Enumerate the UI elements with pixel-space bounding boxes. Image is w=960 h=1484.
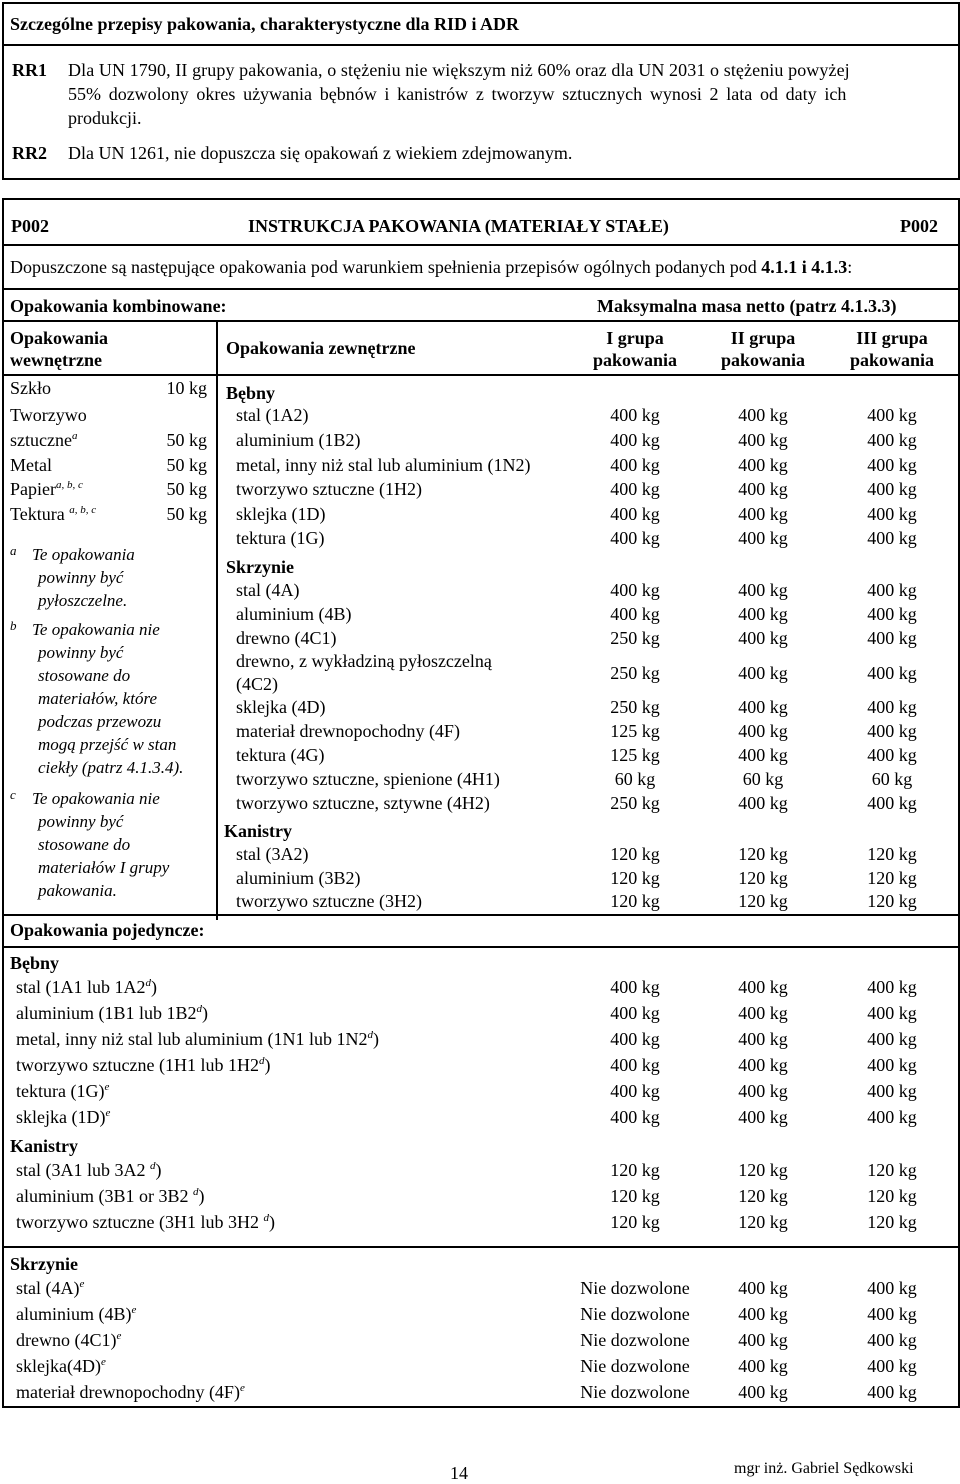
single-item (16, 1356, 106, 1377)
mass-g2: 400 kg (738, 479, 788, 499)
mass-g2: 400 kg (738, 1278, 788, 1298)
divider (2, 244, 958, 246)
mass-g1: 400 kg (610, 528, 660, 548)
mass-g3: 400 kg (867, 580, 917, 600)
divider (2, 914, 958, 916)
rr1-line: Dla UN 1790, II grupy pakowania, o stężeniu nie większym niż 60% oraz dla UN 2031 o stężeniu powyżej (68, 60, 850, 80)
single-item (16, 1003, 208, 1024)
mass-g2: 400 kg (738, 455, 788, 475)
mass-g2: 400 kg (738, 1107, 788, 1127)
footnote-mark: c (10, 787, 16, 802)
single-group-head: Kanistry (10, 1136, 79, 1156)
single-item (16, 1160, 162, 1181)
mass-g2: 400 kg (738, 580, 788, 600)
single-item (16, 1029, 379, 1050)
page-number: 14 (450, 1463, 468, 1483)
mass-g3: 400 kg (867, 455, 917, 475)
mass-g3: 400 kg (867, 1382, 917, 1402)
mass-g1: Nie dozwolone (580, 1356, 690, 1376)
footnote-line: mogą przejść w stan (38, 735, 177, 754)
mass-g1: 250 kg (610, 793, 660, 813)
mass-g1: 120 kg (610, 891, 660, 911)
inner-item-name: Tektura (10, 504, 70, 524)
author: mgr inż. Gabriel Sędkowski (734, 1460, 914, 1477)
outer-item-name: metal, inny niż stal lub aluminium (1N2) (236, 455, 531, 475)
mass-g3: 400 kg (867, 1081, 917, 1101)
mass-g1: 400 kg (610, 405, 660, 425)
single-item (16, 1382, 245, 1403)
p002-code-left: P002 (11, 216, 49, 236)
mass-g3: 120 kg (867, 844, 917, 864)
footnote-line: materiałów, które (38, 689, 157, 708)
footnote-line: pakowania. (38, 881, 117, 900)
inner-item (10, 378, 51, 399)
p002-title: INSTRUKCJA PAKOWANIA (MATERIAŁY STAŁE) (248, 216, 669, 236)
inner-item-mass: 50 kg (166, 430, 207, 450)
col-g1-header (575, 327, 695, 371)
intro-text (10, 257, 852, 278)
mass-g3: 120 kg (867, 891, 917, 911)
col-g2-header-line: pakowania (720, 350, 806, 370)
mass-g3: 120 kg (867, 1160, 917, 1180)
mass-g2: 120 kg (738, 1186, 788, 1206)
footnote-line: stosowane do (38, 835, 131, 854)
inner-item (10, 405, 87, 426)
mass-g1: 120 kg (610, 844, 660, 864)
mass-g2: 400 kg (738, 1081, 788, 1101)
mass-g1: 250 kg (610, 663, 660, 683)
footnote-ref: e (131, 1304, 137, 1316)
mass-g1: 120 kg (610, 1186, 660, 1206)
col-g3-header-line: pakowania (849, 350, 935, 370)
single-item-name: stal (4A) (16, 1278, 80, 1298)
mass-g1: 400 kg (610, 479, 660, 499)
footnote-line: powinny być (38, 568, 124, 587)
mass-g3: 400 kg (867, 405, 917, 425)
col-g3-header (832, 327, 952, 371)
mass-g3: 400 kg (867, 479, 917, 499)
intro-ref: 4.1.1 i 4.1.3 (761, 257, 848, 277)
mass-g1: 400 kg (610, 1055, 660, 1075)
mass-g2: 120 kg (738, 891, 788, 911)
divider (2, 44, 958, 46)
single-item-name: sklejka (1D) (16, 1107, 106, 1127)
footnote-ref: e (104, 1081, 110, 1093)
footnote-mark: a (10, 543, 17, 558)
outer-item-name: tworzywo sztuczne (1H2) (236, 479, 422, 499)
mass-g1: 125 kg (610, 745, 660, 765)
footnote-line: materiałów I grupy (38, 858, 170, 877)
mass-g1: 120 kg (610, 868, 660, 888)
mass-g2: 400 kg (738, 430, 788, 450)
single-item (16, 1330, 121, 1351)
single-item (16, 977, 157, 998)
mass-g2: 400 kg (738, 528, 788, 548)
mass-g2: 400 kg (738, 745, 788, 765)
mass-g2: 400 kg (738, 504, 788, 524)
footnote-ref: e (239, 1382, 245, 1394)
single-item-name: materiał drewnopochodny (4F) (16, 1382, 240, 1402)
mass-g1: 400 kg (610, 977, 660, 997)
single-item-tail: ) (155, 1160, 162, 1180)
mass-g1: 400 kg (610, 504, 660, 524)
outer-group-head: Bębny (226, 383, 276, 403)
footnote-ref: a (71, 430, 78, 442)
mass-g3: 120 kg (867, 868, 917, 888)
mass-g1: 60 kg (614, 769, 656, 789)
outer-item-name: tektura (1G) (236, 528, 325, 548)
footnote-ref: d (150, 1160, 156, 1172)
mass-g3: 400 kg (867, 628, 917, 648)
inner-item (10, 455, 52, 476)
footnote-ref: d (193, 1186, 199, 1198)
mass-g1: Nie dozwolone (580, 1382, 690, 1402)
mass-g3: 400 kg (867, 430, 917, 450)
footnote-ref: d (196, 1003, 203, 1015)
footnote-line: pyłoszczelne. (38, 591, 128, 610)
col-inner-header-line: wewnętrzne (10, 350, 102, 370)
mass-g2: 400 kg (738, 405, 788, 425)
footnote-line: podczas przewozu (38, 712, 162, 731)
mass-g3: 400 kg (867, 1029, 917, 1049)
footnote-ref: e (100, 1356, 106, 1368)
inner-item-mass: 50 kg (166, 455, 207, 475)
inner-item-name: Tworzywo (10, 405, 87, 425)
single-label: Opakowania pojedyncze: (10, 920, 205, 940)
footnote-ref: a, b, c (69, 504, 97, 516)
footnote-ref: d (258, 1055, 265, 1067)
intro-text-body: Dopuszczone są następujące opakowania pod warunkiem spełnienia przepisów ogólnych podanych pod (10, 257, 762, 277)
outer-item-name: stal (4A) (236, 580, 300, 600)
rr2-code: RR2 (12, 143, 47, 163)
mass-g3: 400 kg (867, 1278, 917, 1298)
mass-g1: 125 kg (610, 721, 660, 741)
inner-item (10, 430, 77, 451)
rr1-code: RR1 (12, 60, 47, 80)
rr2-text: Dla UN 1261, nie dopuszcza się opakowań z wiekiem zdejmowanym. (68, 143, 573, 163)
outer-item-name: (4C2) (236, 674, 278, 694)
column-divider (216, 320, 218, 920)
footnote-line: powinny być (38, 812, 124, 831)
mass-g3: 400 kg (867, 697, 917, 717)
inner-item-name: Papier (10, 479, 56, 499)
mass-g3: 400 kg (867, 721, 917, 741)
col-g2-header-line: II grupa (730, 328, 796, 348)
outer-item-name: tworzywo sztuczne, sztywne (4H2) (236, 793, 490, 813)
mass-g2: 120 kg (738, 868, 788, 888)
mass-g3: 400 kg (867, 745, 917, 765)
special-provisions-title: Szczególne przepisy pakowania, charakterystyczne dla RID i ADR (10, 14, 519, 34)
single-item (16, 1055, 270, 1076)
mass-g1: 400 kg (610, 430, 660, 450)
single-item-name: stal (1A1 lub 1A2 (16, 977, 146, 997)
mass-g2: 120 kg (738, 1160, 788, 1180)
single-item-tail: ) (151, 977, 157, 997)
combined-label: Opakowania kombinowane: (10, 296, 227, 316)
outer-item-name: sklejka (4D) (236, 697, 326, 717)
mass-g1: 250 kg (610, 628, 660, 648)
single-item-name: sklejka(4D) (16, 1356, 101, 1376)
inner-item (10, 504, 96, 525)
outer-item-name: drewno (4C1) (236, 628, 337, 648)
mass-g3: 400 kg (867, 1055, 917, 1075)
inner-item-name: Szkło (10, 378, 52, 398)
mass-g2: 400 kg (738, 1382, 788, 1402)
mass-g1: 400 kg (610, 604, 660, 624)
inner-item-name: sztuczne (10, 430, 72, 450)
single-group-head: Bębny (10, 953, 60, 973)
mass-g1: 400 kg (610, 1107, 660, 1127)
footnote-ref: e (105, 1107, 111, 1119)
mass-g3: 400 kg (867, 604, 917, 624)
footnote-ref: e (79, 1278, 85, 1290)
single-item-name: tworzywo sztuczne (1H1 lub 1H2 (16, 1055, 259, 1075)
mass-g1: 400 kg (610, 580, 660, 600)
footnote-ref: d (145, 977, 151, 989)
outer-item-name: drewno, z wykładziną pyłoszczelną (236, 651, 492, 671)
p002-code-right: P002 (900, 216, 938, 236)
col-inner-header (10, 327, 108, 371)
single-item-name: aluminium (1B1 lub 1B2 (16, 1003, 197, 1023)
col-g3-header-line: III grupa (856, 328, 928, 348)
mass-g2: 400 kg (738, 697, 788, 717)
mass-g3: 400 kg (867, 663, 917, 683)
mass-g3: 400 kg (867, 1003, 917, 1023)
mass-g2: 400 kg (738, 721, 788, 741)
mass-g1: 250 kg (610, 697, 660, 717)
outer-item-name: tektura (4G) (236, 745, 325, 765)
outer-item-name: tworzywo sztuczne, spienione (4H1) (236, 769, 500, 789)
max-mass-label: Maksymalna masa netto (patrz 4.1.3.3) (597, 296, 897, 316)
single-item (16, 1186, 205, 1207)
col-outer-header: Opakowania zewnętrzne (226, 338, 416, 358)
divider (2, 1246, 958, 1248)
intro-end: : (847, 257, 853, 277)
mass-g3: 400 kg (867, 1304, 917, 1324)
outer-item-name: aluminium (3B2) (236, 868, 361, 888)
inner-item-mass: 50 kg (166, 504, 207, 524)
mass-g2: 400 kg (738, 793, 788, 813)
single-item (16, 1278, 84, 1299)
outer-item-name: aluminium (1B2) (236, 430, 361, 450)
outer-item-name: stal (3A2) (236, 844, 309, 864)
mass-g2: 120 kg (738, 1212, 788, 1232)
mass-g2: 60 kg (742, 769, 784, 789)
single-item-name: drewno (4C1) (16, 1330, 117, 1350)
inner-item-name: Metal (10, 455, 52, 475)
footnote-line: ciekły (patrz 4.1.3.4). (38, 758, 184, 777)
single-item-name: metal, inny niż stal lub aluminium (1N1 lub 1N2 (16, 1029, 368, 1049)
inner-item-mass: 10 kg (166, 378, 207, 398)
mass-g3: 400 kg (867, 1107, 917, 1127)
mass-g2: 400 kg (738, 628, 788, 648)
single-item-name: aluminium (4B) (16, 1304, 132, 1324)
mass-g2: 400 kg (738, 1356, 788, 1376)
single-item-tail: ) (202, 1003, 209, 1023)
footnote-line: stosowane do (38, 666, 131, 685)
mass-g2: 400 kg (738, 663, 788, 683)
outer-item-name: aluminium (4B) (236, 604, 352, 624)
mass-g3: 120 kg (867, 1212, 917, 1232)
outer-item-name: materiał drewnopochodny (4F) (236, 721, 460, 741)
single-item-tail: ) (372, 1029, 379, 1049)
single-group-head: Skrzynie (10, 1254, 79, 1274)
mass-g3: 400 kg (867, 793, 917, 813)
mass-g3: 120 kg (867, 1186, 917, 1206)
col-g1-header-line: pakowania (592, 350, 678, 370)
mass-g1: Nie dozwolone (580, 1278, 690, 1298)
outer-item-name: tworzywo sztuczne (3H2) (236, 891, 422, 911)
inner-item (10, 479, 83, 500)
mass-g2: 400 kg (738, 1304, 788, 1324)
footnote-line: powinny być (38, 643, 124, 662)
single-item-tail: ) (198, 1186, 205, 1206)
footnote-line: Te opakowania nie (32, 789, 160, 808)
mass-g1: Nie dozwolone (580, 1330, 690, 1350)
single-item-tail: ) (268, 1212, 275, 1232)
mass-g1: 400 kg (610, 1081, 660, 1101)
rr1-line: 55% dozwolony okres używania bębnów i kanistrów z tworzyw sztucznych wynosi 2 lata od daty ich (68, 84, 847, 104)
single-item-tail: ) (264, 1055, 271, 1075)
mass-g1: Nie dozwolone (580, 1304, 690, 1324)
mass-g1: 400 kg (610, 455, 660, 475)
mass-g2: 400 kg (738, 1330, 788, 1350)
outer-group-head: Kanistry (224, 821, 293, 841)
mass-g2: 400 kg (738, 1029, 788, 1049)
col-inner-header-line: Opakowania (10, 328, 109, 348)
divider (2, 946, 958, 948)
mass-g3: 60 kg (871, 769, 913, 789)
outer-item-name: sklejka (1D) (236, 504, 326, 524)
single-item-name: aluminium (3B1 or 3B2 (16, 1186, 193, 1206)
mass-g3: 400 kg (867, 1356, 917, 1376)
divider (2, 374, 958, 376)
mass-g3: 400 kg (867, 1330, 917, 1350)
single-item (16, 1107, 110, 1128)
mass-g3: 400 kg (867, 977, 917, 997)
mass-g2: 120 kg (738, 844, 788, 864)
footnote-mark: b (10, 618, 17, 633)
footnote-ref: e (116, 1330, 122, 1342)
outer-group-head: Skrzynie (226, 557, 295, 577)
single-item (16, 1304, 136, 1325)
mass-g3: 400 kg (867, 528, 917, 548)
footnote-line: Te opakowania nie (32, 620, 160, 639)
footnote-ref: d (263, 1212, 269, 1224)
single-item-name: stal (3A1 lub 3A2 (16, 1160, 150, 1180)
mass-g1: 120 kg (610, 1160, 660, 1180)
outer-item-name: stal (1A2) (236, 405, 309, 425)
mass-g1: 400 kg (610, 1003, 660, 1023)
footnote-ref: d (367, 1029, 373, 1041)
mass-g1: 400 kg (610, 1029, 660, 1049)
single-item (16, 1212, 275, 1233)
col-g2-header (703, 327, 823, 371)
mass-g2: 400 kg (738, 1055, 788, 1075)
single-item-name: tektura (1G) (16, 1081, 105, 1101)
footnote-ref: a, b, c (55, 479, 83, 491)
rr1-line: produkcji. (68, 108, 142, 128)
single-item (16, 1081, 109, 1102)
divider (2, 288, 958, 290)
mass-g2: 400 kg (738, 977, 788, 997)
mass-g2: 400 kg (738, 604, 788, 624)
inner-item-mass: 50 kg (166, 479, 207, 499)
mass-g2: 400 kg (738, 1003, 788, 1023)
col-g1-header-line: I grupa (606, 328, 664, 348)
footnote-line: Te opakowania (32, 545, 135, 564)
divider (2, 320, 958, 322)
mass-g1: 120 kg (610, 1212, 660, 1232)
mass-g3: 400 kg (867, 504, 917, 524)
single-item-name: tworzywo sztuczne (3H1 lub 3H2 (16, 1212, 264, 1232)
